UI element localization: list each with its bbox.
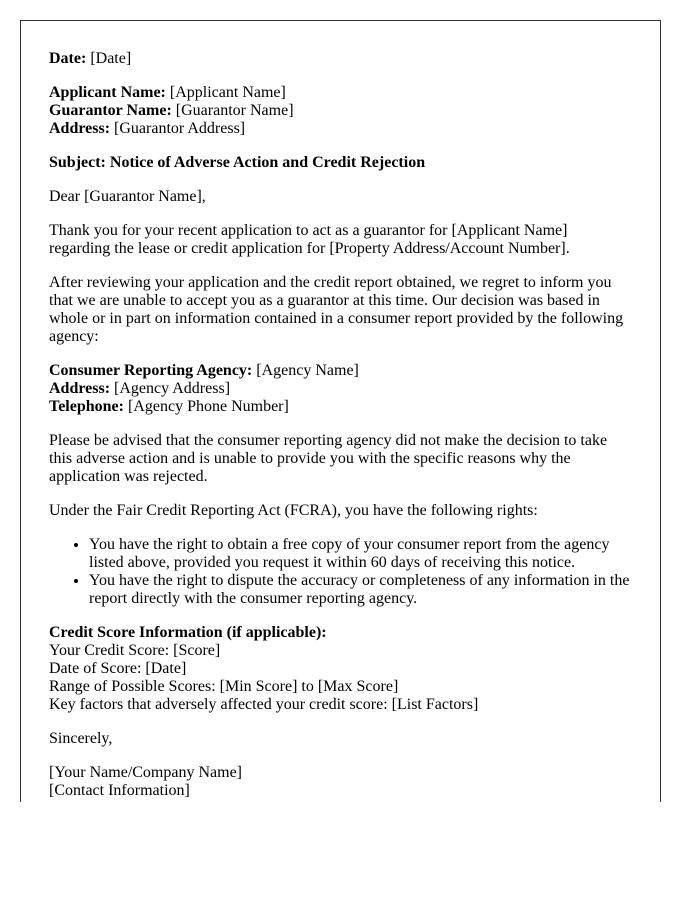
agency-block: Consumer Reporting Agency: [Agency Name] Address: [Agency Address] Telephone: [Agency Phone Number] [49,362,359,415]
signature-block: [Your Name/Company Name] [Contact Information] [49,764,243,799]
paragraph-advisory: Please be advised that the consumer reporting agency did not make the decision to take this adverse action and is unable to provide you with the specific reasons why the application was rejected. [49,432,608,485]
letter-document [20,20,661,802]
paragraph-intro: Thank you for your recent application to act as a guarantor for [Applicant Name] regarding the lease or credit application for [Property Address/Account Number]. [49,222,570,257]
salutation: Dear [Guarantor Name], [49,188,206,205]
paragraph-decision: After reviewing your application and the credit report obtained, we regret to inform you that we are unable to accept you as a guarantor at this time. Our decision was based in whole or in part on information contained in a consumer report provided by the following agency: [49,274,624,345]
credit-score-block: Credit Score Information (if applicable): Your Credit Score: [Score] Date of Score: [Date] Range of Possible Scores: [Min Score] to [Max Score] Key factors that adversely affected your credit score: [List Factors] [49,624,479,713]
subject-line: Subject: Notice of Adverse Action and Credit Rejection [49,154,426,171]
list-item: • You have the right to obtain a free copy of your consumer report from the agency listed above, provided you request it within 60 days of receiving this notice. [89,536,632,572]
date-line: Date: [Date] [49,50,132,67]
recipient-block: Applicant Name: [Applicant Name] Guarantor Name: [Guarantor Name] Address: [Guarantor Address] [49,84,294,137]
paragraph-fcra: Under the Fair Credit Reporting Act (FCRA), you have the following rights: [49,502,538,519]
closing: Sincerely, [49,730,113,747]
rights-list [49,536,632,608]
list-item: • You have the right to dispute the accuracy or completeness of any information in the report directly with the consumer reporting agency. [89,572,632,608]
